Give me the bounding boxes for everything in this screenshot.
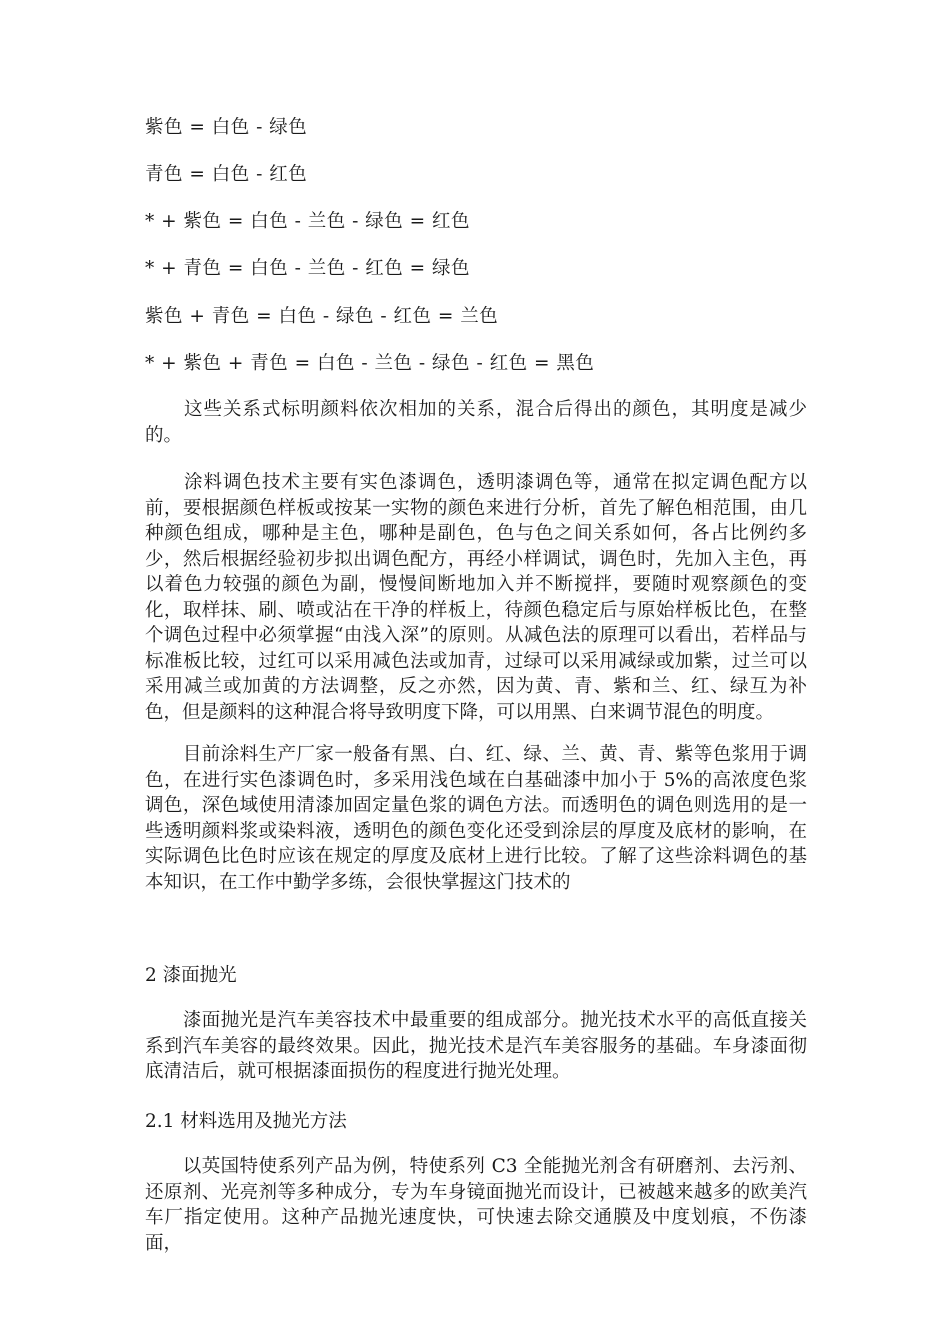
- section-heading-polishing: 2 漆面抛光: [145, 965, 237, 986]
- equation-purple: 紫色 = 白色 - 绿色: [145, 117, 308, 138]
- equation-yellow-cyan: * + 青色 = 白色 - 兰色 - 红色 = 绿色: [145, 258, 471, 279]
- paragraph-color-mixing-technique: 涂料调色技术主要有实色漆调色，透明漆调色等，通常在拟定调色配方以前，要根据颜色样板或按某一实物的颜色来进行分析，首先了解色相范围，由几种颜色组成，哪种是主色，哪种是副色，色与色之间关系如何，各占比例约多少，然后根据经验初步拟出调色配方，再经小样调试，调色时，先加入主色，再以着色力较强的颜色为副，慢慢间断地加入并不断搅拌，要随时观察颜色的变化，取样抹、刷、喷或沾在干净的样板上，待颜色稳定后与原始样板比色，在整个调色过程中必须掌握“由浅入深”的原则。从减色法的原理可以看出，若样品与标准板比较，过红可以采用减色法或加青，过绿可以采用减绿或加紫，过兰可以采用减兰或加黄的方法调整，反之亦然，因为黄、青、紫和兰、红、绿互为补色，但是颜料的这种混合将导致明度下降，可以用黑、白来调节混色的明度。: [145, 472, 807, 723]
- equation-yellow-purple: * + 紫色 = 白色 - 兰色 - 绿色 = 红色: [145, 211, 471, 232]
- paragraph-subtraction-note: 这些关系式标明颜料依次相加的关系，混合后得出的颜色，其明度是减少的。: [145, 399, 807, 446]
- subsection-heading-materials: 2.1 材料选用及抛光方法: [145, 1111, 347, 1132]
- paragraph-polishing-intro: 漆面抛光是汽车美容技术中最重要的组成部分。抛光技术水平的高低直接关系到汽车美容的最终效果。因此，抛光技术是汽车美容服务的基础。车身漆面彻底清洁后，就可根据漆面损伤的程度进行抛光处理。: [145, 1010, 807, 1082]
- paragraph-polish-product: 以英国特使系列产品为例，特使系列 C3 全能抛光剂含有研磨剂、去污剂、还原剂、光亮剂等多种成分，专为车身镜面抛光而设计，已被越来越多的欧美汽车厂指定使用。这种产品抛光速度快，可快速去除交通膜及中度划痕，不伤漆面，: [145, 1156, 807, 1254]
- equation-all-black: * + 紫色 + 青色 = 白色 - 兰色 - 绿色 - 红色 = 黑色: [145, 353, 595, 374]
- paragraph-color-paste: 目前涂料生产厂家一般备有黑、白、红、绿、兰、黄、青、紫等色浆用于调色，在进行实色漆调色时，多采用浅色域在白基础漆中加小于 5%的高浓度色浆调色，深色域使用清漆加固定量色浆的调色方法。而透明色的调色则选用的是一些透明颜料浆或染料液，透明色的颜色变化还受到涂层的厚度及底材的影响，在实际调色比色时应该在规定的厚度及底材上进行比较。了解了这些涂料调色的基本知识，在工作中勤学多练，会很快掌握这门技术的: [145, 744, 807, 893]
- equation-purple-cyan: 紫色 + 青色 = 白色 - 绿色 - 红色 = 兰色: [145, 306, 499, 327]
- equation-cyan: 青色 = 白色 - 红色: [145, 164, 308, 185]
